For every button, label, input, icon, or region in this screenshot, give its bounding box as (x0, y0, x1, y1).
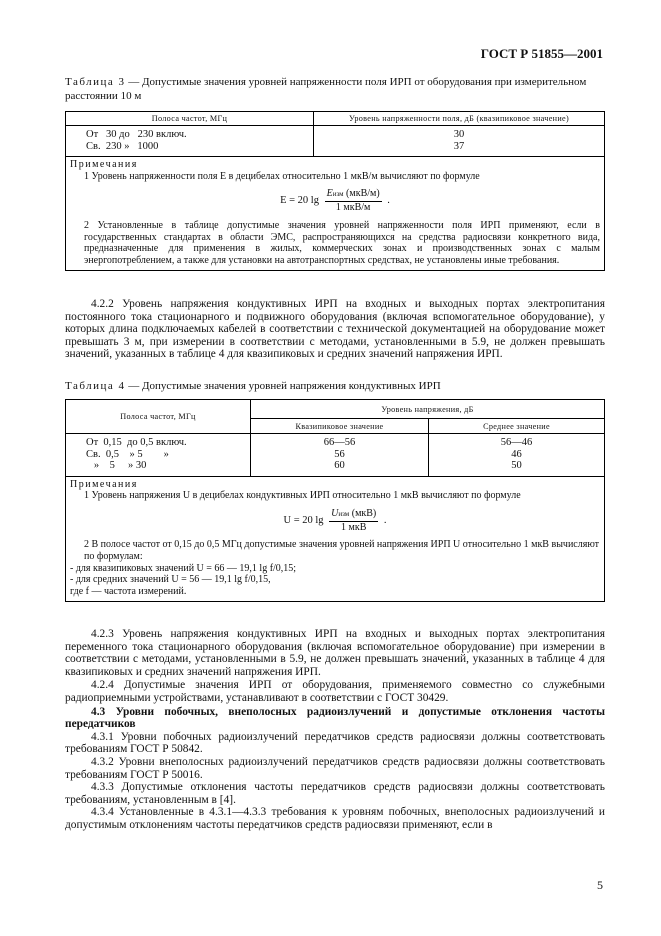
table4-avg-cell (429, 434, 605, 477)
table4-group-header: Уровень напряжения, дБ (251, 400, 605, 419)
table3-col1-header: Полоса частот, МГц (66, 112, 314, 126)
table4-band-cell (66, 434, 251, 477)
table-row-qp: 66—56 (323, 437, 356, 448)
paragraph-4-3-3: 4.3.3 Допустимые отклонения частоты передатчиков средств радиосвязи должны соответствовать требованиям, установленным в [4]. (65, 781, 605, 806)
table4-notes (66, 476, 605, 601)
table4-sub2-header: Среднее значение (429, 419, 605, 434)
formula-num-unit: (мкВ) (349, 507, 377, 519)
formula-lhs: E = 20 lg (280, 195, 319, 207)
table-row-qp: 56 (334, 448, 345, 460)
formula-den: 1 мкВ (341, 521, 367, 533)
note-2: 2 Установленные в таблице допустимые значения уровней напряженности поля ИРП применяют, если в государственных стандартах в области ЭМС, распространяющихся на средства радиосвязи конкретного вида, предназначенные для применения в жилых, коммерческих зонах и производственных зонах с малым энергопотреблением, а также для установки на автотранспортных средствах, не установлены иные требования. (84, 219, 600, 266)
table-row-band: Св. 230 » 1000 (86, 140, 159, 152)
table-row-value: 37 (453, 140, 465, 152)
formula-num-sub: изм (338, 509, 350, 518)
paragraph-4-2-2 (65, 298, 605, 361)
paragraph-4-3-4: 4.3.4 Установленные в 4.3.1—4.3.3 требования к уровням побочных, внеполосных радиоизлучений и допустимым отклонениям частоты передатчиков средств радиосвязи применяют, если в (65, 806, 605, 831)
table3-notes (66, 157, 605, 271)
formula-fraction (325, 188, 382, 213)
table-row-avg: 50 (511, 460, 522, 471)
formula-e (70, 182, 600, 219)
section-body (65, 628, 605, 832)
document-header: ГОСТ Р 51855—2001 (480, 46, 603, 61)
formula-end: . (387, 195, 390, 207)
formula-num-sub: изм (332, 190, 344, 199)
note-1: 1 Уровень напряжения U в децибелах кондуктивных ИРП относительно 1 мкВ вычисляют по формуле (84, 490, 521, 502)
table4-caption-text: — Допустимые значения уровней напряжения кондуктивных ИРП (125, 380, 441, 392)
table-row-avg: 56—46 (500, 437, 533, 448)
table3-band-cell (66, 126, 314, 157)
table3-caption (65, 76, 605, 103)
table4-col1-header: Полоса частот, МГц (66, 400, 251, 434)
table-row-value: 30 (453, 129, 465, 140)
table4 (65, 399, 605, 602)
paragraph-4-2-4: 4.2.4 Допустимые значения ИРП от оборудования, применяемого совместно со служебными радиоприемными устройствами, устанавливают в соответствии с ГОСТ 30429. (65, 679, 605, 704)
table-row-band: Св. 0,5 » 5 » (86, 448, 169, 460)
table4-caption-label: Таблица 4 (65, 380, 126, 392)
note-2-line-a: - для квазипиковых значений U = 66 — 19,1 lg f/0,15; (70, 562, 297, 574)
formula-num-symbol: E (326, 188, 333, 200)
table4-sub1-header: Квазипиковое значение (251, 419, 429, 434)
formula-end: . (383, 515, 387, 527)
table3-caption-text: — Допустимые значения уровней напряженности поля ИРП от оборудования при измерительном расстоянии 10 м (65, 76, 587, 102)
formula-num-unit: (мкВ/м) (343, 188, 380, 200)
note-2-line-b: - для средних значений U = 56 — 19,1 lg f/0,15, (70, 574, 271, 586)
table4-caption (65, 380, 605, 394)
formula-fraction (329, 508, 378, 533)
note-2: 2 В полосе частот от 0,15 до 0,5 МГц допустимые значения уровней напряжения ИРП U относительно 1 мкВ вычисляют по формулам: (84, 539, 600, 563)
paragraph-4-3-2: 4.3.2 Уровни внеполосных радиоизлучений передатчиков средств радиосвязи должны соответствовать требованиям ГОСТ Р 50016. (65, 755, 605, 781)
formula-den: 1 мкВ/м (335, 202, 371, 214)
page-number: 5 (597, 878, 603, 892)
formula-num-symbol: U (331, 507, 339, 519)
paragraph-4-3-1: 4.3.1 Уровни побочных радиоизлучений передатчиков средств радиосвязи должны соответствовать требованиям ГОСТ Р 50842. (65, 730, 605, 756)
table-row-band: От 30 до 230 включ. (86, 129, 187, 140)
table-row-band: » 5 » 30 (86, 460, 147, 471)
table-row-avg: 46 (511, 448, 522, 460)
table3-caption-label: Таблица 3 (65, 76, 126, 88)
paragraph-text: 4.2.2 Уровень напряжения кондуктивных ИРП на входных и выходных портах электропитания постоянного тока стационарного и подвижного оборудования (включая вспомогательное оборудование), у которых длина подключаемых кабелей в соответствии с технической документацией на оборудование может превышать 3 м, при измерении в соответствии с методами, установленными в 5.9, не должен превышать значений, указанных в таблице 4 для квазипиковых и средних значений напряжения ИРП. (65, 298, 605, 361)
heading-4-3: 4.3 Уровни побочных, внеполосных радиоизлучений и допустимые отклонения частоты передатчиков (65, 705, 605, 731)
formula-u (70, 502, 600, 539)
notes-title: Примечания (70, 478, 138, 490)
notes-title: Примечания (70, 159, 138, 170)
table4-qp-cell (251, 434, 429, 477)
table-row-qp: 60 (334, 460, 345, 471)
table-row-band: От 0,15 до 0,5 включ. (86, 437, 187, 448)
table3-col2-header: Уровень напряженности поля, дБ (квазипиковое значение) (314, 112, 605, 126)
note-1: 1 Уровень напряженности поля E в децибелах относительно 1 мкВ/м вычисляют по формуле (84, 170, 480, 182)
table3 (65, 111, 605, 271)
paragraph-4-2-3: 4.2.3 Уровень напряжения кондуктивных ИРП на входных и выходных портах электропитания переменного тока стационарного оборудования (включая вспомогательное оборудование) при измерении в соответствии с методами, установленными в 5.9, не должен превышать значений, указанных в таблице 4 для квазипиковых и средних значений напряжения ИРП. (65, 628, 605, 678)
table3-value-cell (314, 126, 605, 157)
formula-lhs: U = 20 lg (283, 515, 324, 527)
note-2-line-c: где f — частота измерений. (70, 586, 187, 598)
